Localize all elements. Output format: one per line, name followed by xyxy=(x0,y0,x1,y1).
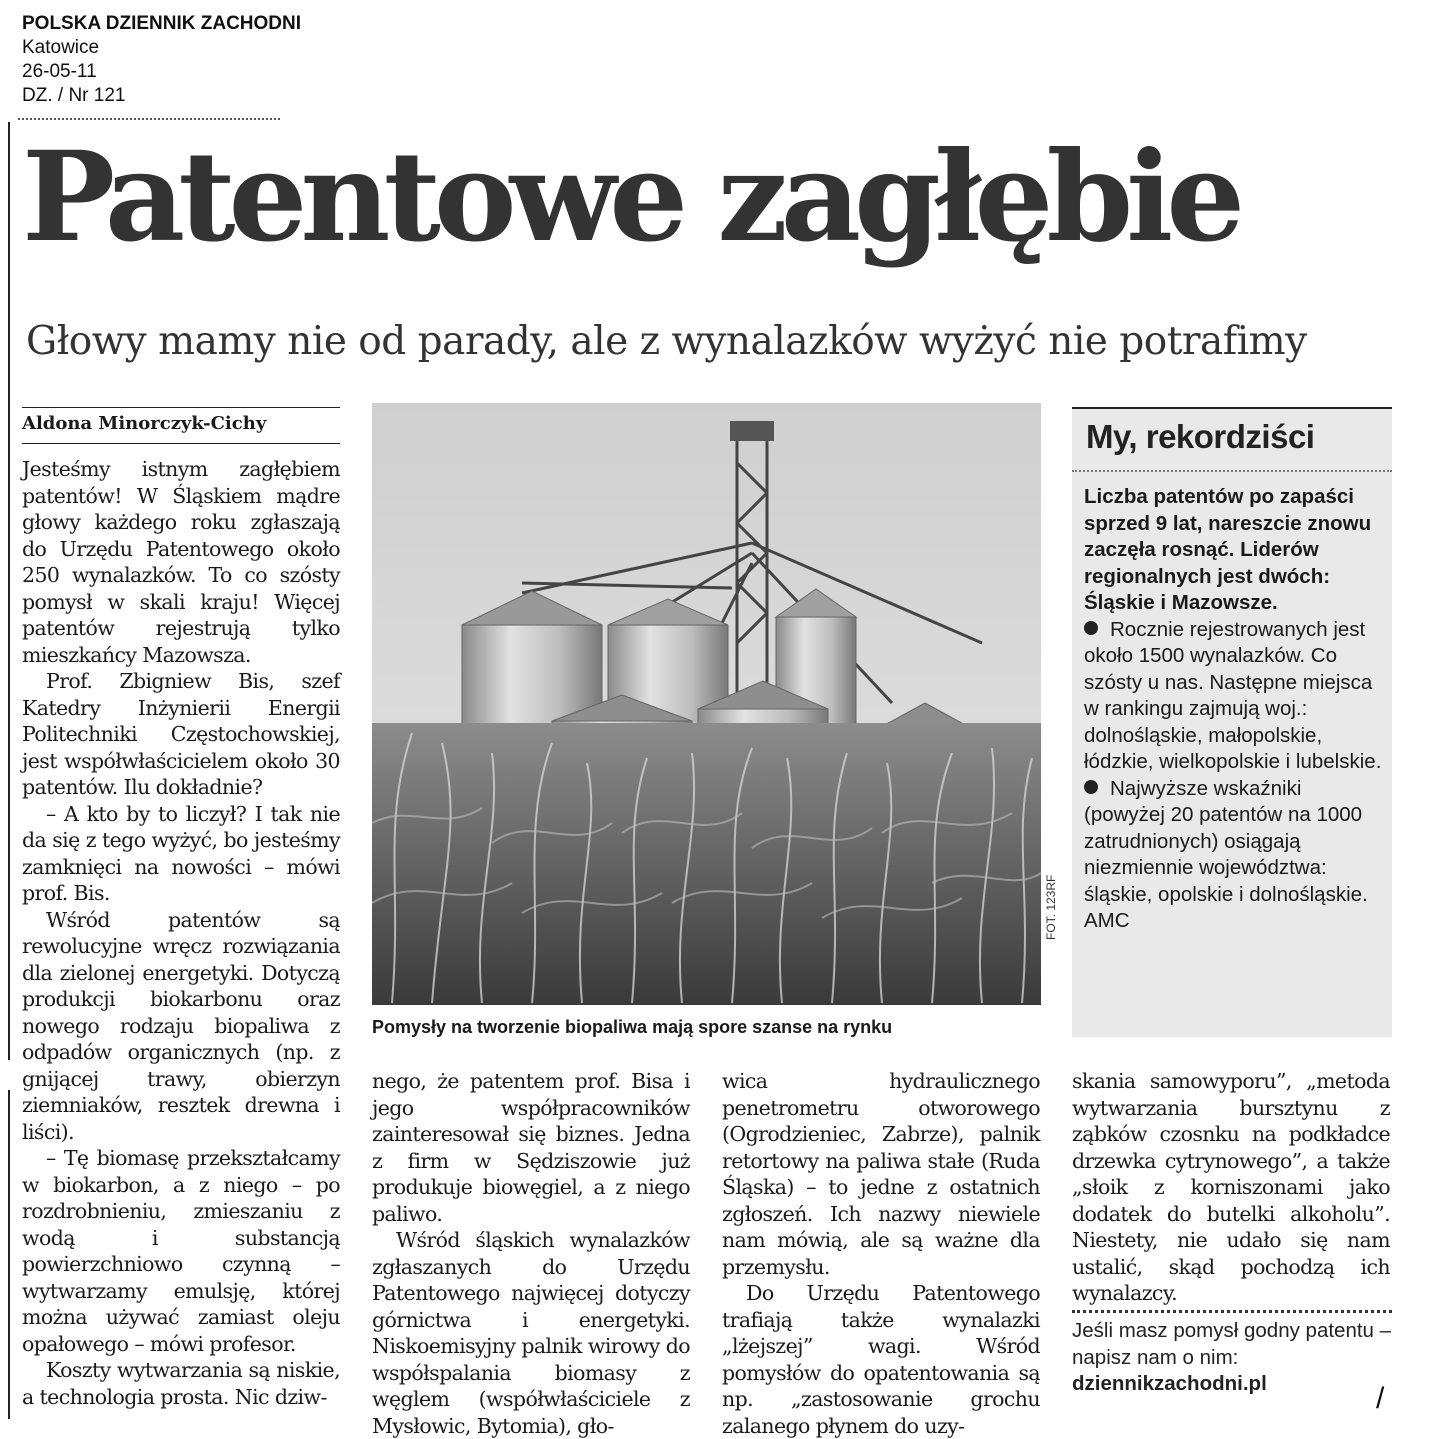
article-photo xyxy=(372,403,1041,1005)
paragraph: Do Urzędu Patentowego trafiają także wynalazki „lżejszej” wagi. Wśród pomysłów do opatentowania są np. „zastosowanie grochu zalanego płynem do uzy- xyxy=(722,1281,1040,1438)
author-rule-bottom xyxy=(22,443,340,444)
photo-caption: Pomysły na tworzenie biopaliwa mają spore szanse na rynku xyxy=(372,1017,893,1037)
page-mark: / xyxy=(1376,1382,1385,1415)
paragraph: Wśród patentów są rewolucyjne wręcz rozwiązania dla zielonej energetyki. Dotyczą produkcji biokarbonu oraz nowego rodzaju biopaliwa z odpadów organicznych (np. z gnijącej trawy, obierzyn ziemniaków, resztek drewna i liści). xyxy=(22,907,340,1144)
left-margin-line xyxy=(8,122,10,1060)
article-column-1 xyxy=(22,456,340,1410)
article-column-3 xyxy=(722,1068,1040,1439)
paragraph: wica hydraulicznego penetrometru otworowego (Ogrodzieniec, Zabrze), palnik retortowy na paliwa stałe (Ruda Śląska) – to jedne z ostatnich zgłoszeń. Ich nazwy niewiele nam mówią, ale są ważne dla przemysłu. xyxy=(722,1069,1040,1279)
paragraph: Wśród śląskich wynalazków zgłaszanych do Urzędu Patentowego najwięcej dotyczy górnictwa i energetyki. Niskoemisyjny palnik wirowy do współspalania biomasy z węglem (współwłaściciele z Mysłowic, Bytomia), gło- xyxy=(372,1228,690,1438)
grain-silos-cornfield-illustration xyxy=(372,403,1041,1005)
sidebar-bullet: Rocznie rejestrowanych jest około 1500 wynalazków. Co szósty u nas. Następne miejsca w rankingu zajmują woj.: dolnośląskie, małopolskie, łódzkie, wielkopolskie i lubelskie. xyxy=(1084,617,1382,773)
sidebar-lead: Liczba patentów po zapaści sprzed 9 lat, nareszcie znowu zaczęła rosnąć. Liderów regionalnych jest dwóch: Śląskie i Mazowsze. xyxy=(1084,485,1372,614)
article-column-2 xyxy=(372,1068,690,1439)
paragraph: Koszty wytwarzania są niskie, a technologia prosta. Nic dziw- xyxy=(22,1358,340,1409)
promo-text: Jeśli masz pomysł godny patentu – napisz nam o nim: xyxy=(1072,1319,1392,1369)
publication-name: POLSKA DZIENNIK ZACHODNI xyxy=(22,13,302,34)
author-byline: Aldona Minorczyk-Cichy xyxy=(22,413,267,434)
bullet-dot-icon xyxy=(1084,780,1098,794)
article-column-4 xyxy=(1072,1068,1390,1307)
issue-number: DZ. / Nr 121 xyxy=(22,85,126,106)
top-divider xyxy=(18,118,280,122)
paragraph: – A kto by to liczył? I tak nie da się z tego wyżyć, bo jesteśmy zamknięci na nowości – mówi prof. Bis. xyxy=(22,801,340,905)
sidebar-divider xyxy=(1072,470,1392,472)
promo-box xyxy=(1072,1318,1392,1398)
sidebar-bullet: Najwyższe wskaźniki (powyżej 20 patentów na 1000 zatrudnionych) osiągają niezmiennie województwa: śląskie, opolskie i dolnośląskie. AMC xyxy=(1084,776,1368,932)
publication-city: Katowice xyxy=(22,37,100,58)
sidebar-title: My, rekordziści xyxy=(1086,418,1315,455)
author-rule-top xyxy=(22,407,340,408)
subheadline: Głowy mamy nie od parady, ale z wynalazków wyżyć nie potrafimy xyxy=(26,319,1307,364)
paragraph: nego, że patentem prof. Bisa i jego współpracowników zainteresował się biznes. Jedna z firm w Sędziszowie już produkuje biowęgiel, a z niego paliwo. xyxy=(372,1069,690,1226)
bullet-dot-icon xyxy=(1084,621,1098,635)
paragraph: Jesteśmy istnym zagłębiem patentów! W Śląskiem mądre głowy każdego roku zgłaszają do Urzędu Patentowego około 250 wynalazków. To co szósty pomysł w skali kraju! Więcej patentów rejestrują tylko mieszkańcy Mazowsza. xyxy=(22,457,340,667)
photo-credit: FOT. 123RF xyxy=(1044,874,1058,940)
promo-website: dziennikzachodni.pl xyxy=(1072,1372,1267,1395)
paragraph: Prof. Zbigniew Bis, szef Katedry Inżynierii Energii Politechniki Częstochowskiej, jest współwłaścicielem około 30 patentów. Ilu dokładnie? xyxy=(22,669,340,799)
headline: Patentowe zagłębie xyxy=(22,125,1239,270)
sidebar-body xyxy=(1084,484,1384,935)
clipping-metadata xyxy=(22,12,301,108)
publication-date: 26-05-11 xyxy=(22,61,97,82)
promo-divider xyxy=(1072,1310,1392,1313)
paragraph: skania samowyporu”, „metoda wytwarzania bursztynu z ząbków czosnku na podkładce drzewka cytrynowego”, a także „słoik z korniszonami jako dodatek do butelki alkoholu”. Niestety, nie udało się nam ustalić, skąd pochodzą ich wynalazcy. xyxy=(1072,1069,1390,1305)
left-margin-line-lower xyxy=(8,1090,10,1419)
paragraph: – Tę biomasę przekształcamy w biokarbon, a z niego – po rozdrobnieniu, zmieszaniu z wodą i substancją powierzchniowo czynną – wytwarzamy emulsję, której można używać zamiast oleju opałowego – mówi profesor. xyxy=(22,1146,340,1356)
